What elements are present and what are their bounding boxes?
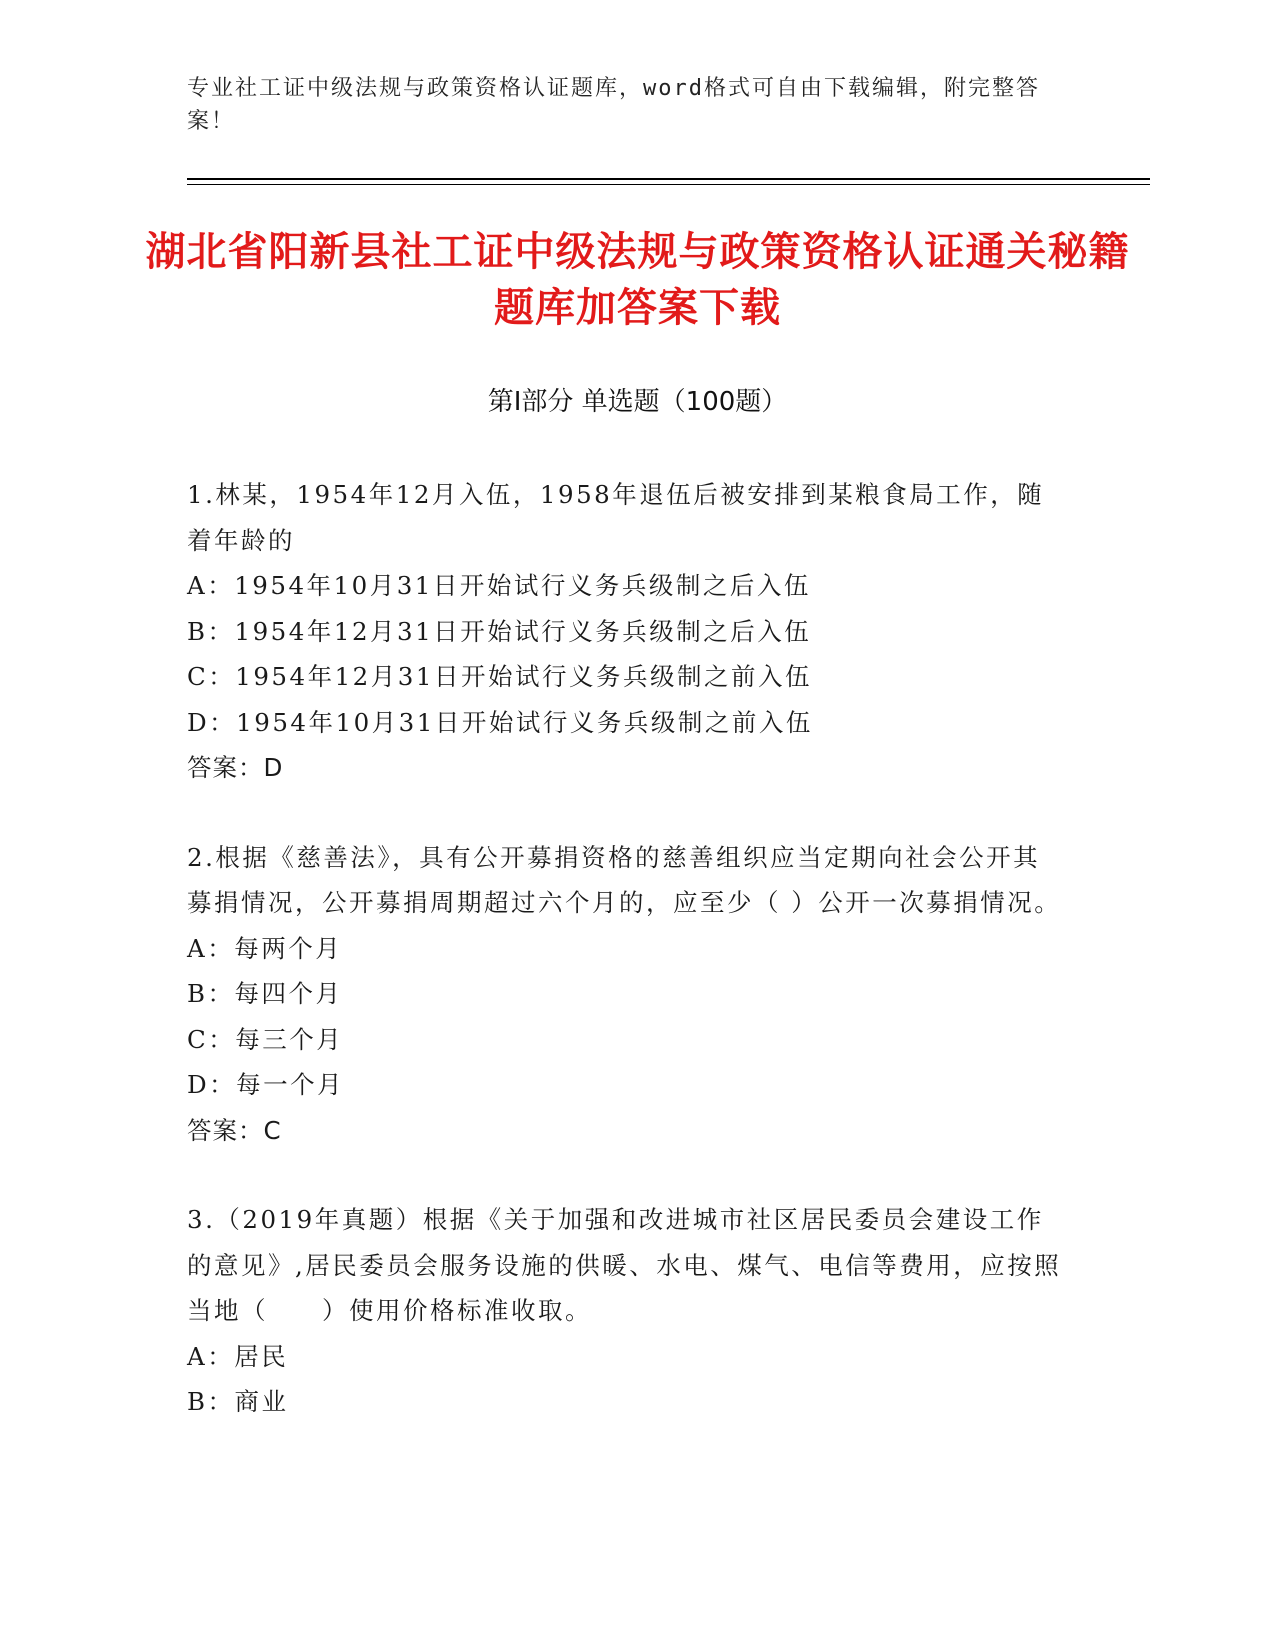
answer: 答案：D (187, 753, 284, 782)
option-c: C：每三个月 (187, 1024, 344, 1054)
header-divider-thick (187, 178, 1150, 180)
option-c: C：1954年12月31日开始试行义务兵级制之前入伍 (187, 662, 812, 691)
question-stem: 3.（2019年真题）根据《关于加强和改进城市社区居民委员会建设工作的意见》,居民委员会服务设施的供暖、水电、煤气、电信等费用，应按照当地（ ）使用价格标准收取。 (187, 1205, 1062, 1325)
question-1 (187, 472, 1067, 791)
option-d: D：每一个月 (187, 1070, 345, 1099)
question-2 (187, 835, 1067, 1154)
answer: 答案：C (187, 1115, 282, 1145)
document-title: 湖北省阳新县社工证中级法规与政策资格认证通关秘籍题库加答案下载 (145, 229, 1130, 331)
question-stem: 1.林某，1954年12月入伍，1958年退伍后被安排到某粮食局工作，随着年龄的 (187, 480, 1045, 555)
option-a: A：每两个月 (187, 933, 343, 963)
header-divider-thin (187, 184, 1150, 185)
question-list (187, 472, 1067, 1469)
question-stem: 2.根据《慈善法》，具有公开募捐资格的慈善组织应当定期向社会公开其募捐情况，公开募捐周期超过六个月的，应至少（ ）公开一次募捐情况。 (187, 842, 1062, 917)
option-b: B：每四个月 (187, 979, 343, 1008)
option-a: A：居民 (187, 1341, 289, 1371)
option-b: B：1954年12月31日开始试行义务兵级制之后入伍 (187, 616, 812, 646)
option-d: D：1954年10月31日开始试行义务兵级制之前入伍 (187, 707, 813, 737)
question-3 (187, 1197, 1067, 1425)
section-title: 第Ⅰ部分 单选题（100题） (487, 387, 788, 417)
header-note: 专业社工证中级法规与政策资格认证题库，word格式可自由下载编辑，附完整答案！ (187, 76, 1040, 134)
option-a: A：1954年10月31日开始试行义务兵级制之后入伍 (187, 571, 811, 600)
option-b: B：商业 (187, 1387, 289, 1416)
